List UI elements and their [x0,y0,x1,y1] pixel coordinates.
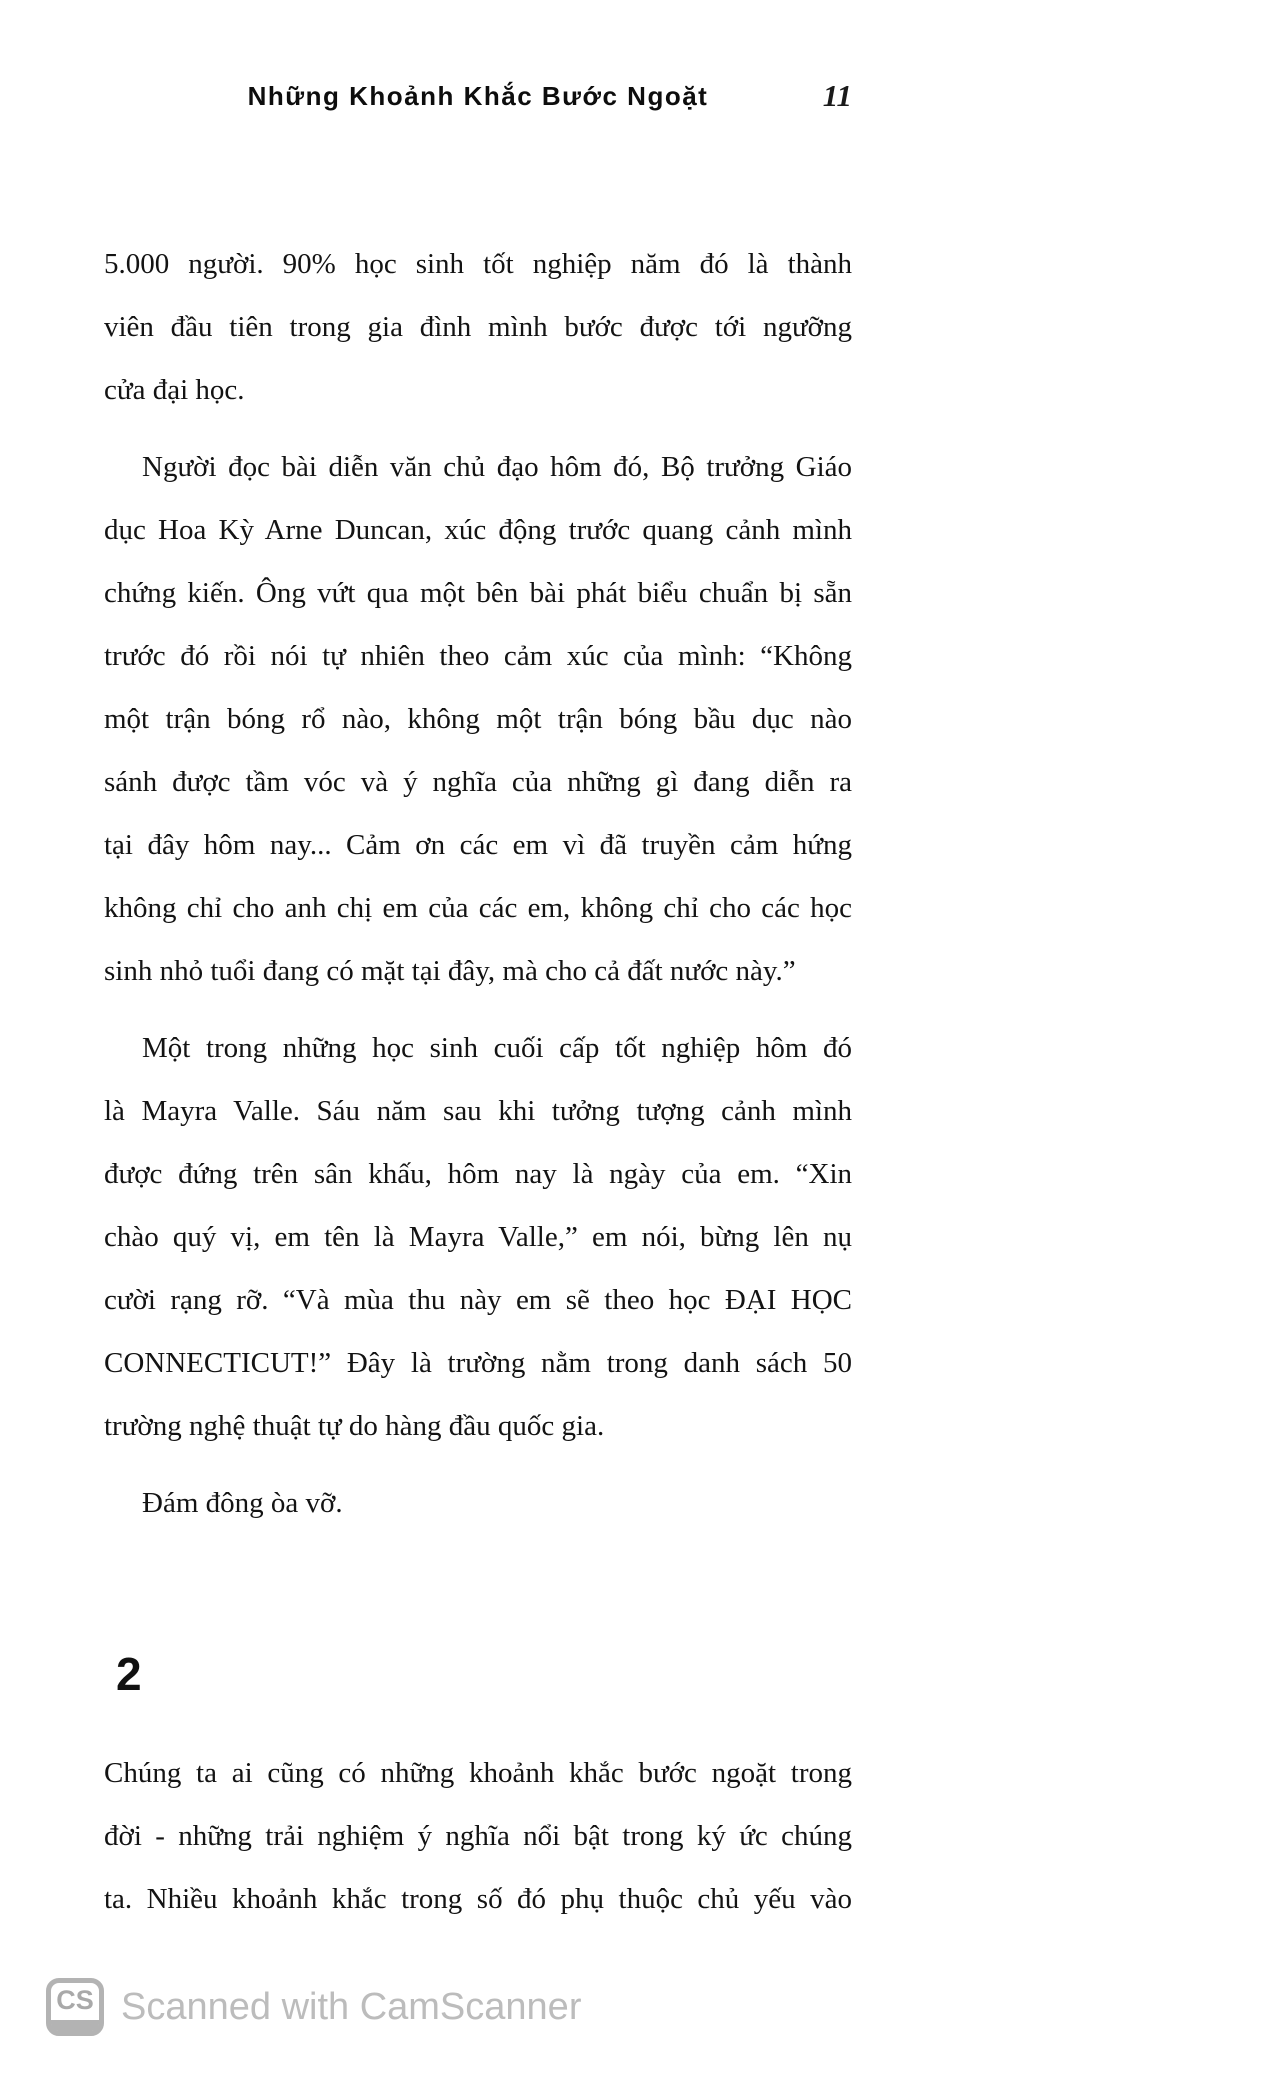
text-line: chứng kiến. Ông vứt qua một bên bài phát biểu chuẩn bị sẵn [104,577,852,609]
camscanner-watermark [46,1978,581,2036]
text-line: ta. Nhiều khoảnh khắc trong số đó phụ thuộc chủ yếu vào [104,1883,852,1915]
camscanner-logo-letters: CS [56,1985,94,2015]
text-line: Một trong những học sinh cuối cấp tốt nghiệp hôm đó [142,1032,852,1064]
text-line: một trận bóng rổ nào, không một trận bóng bầu dục nào [104,703,852,735]
text-line: tại đây hôm nay... Cảm ơn các em vì đã truyền cảm hứng [104,829,852,861]
running-header-title: Những Khoảnh Khắc Bước Ngoặt [247,81,709,111]
text-line: trường nghệ thuật tự do hàng đầu quốc gia. [104,1410,605,1442]
text-line: trước đó rồi nói tự nhiên theo cảm xúc của mình: “Không [104,640,852,672]
section-body-text-block [104,1742,852,1931]
paragraph [104,436,852,1003]
text-line: là Mayra Valle. Sáu năm sau khi tưởng tượng cảnh mình [104,1095,852,1127]
paragraph [104,233,852,422]
text-line: Người đọc bài diễn văn chủ đạo hôm đó, Bộ trưởng Giáo [142,451,852,483]
text-line: chào quý vị, em tên là Mayra Valle,” em nói, bừng lên nụ [104,1221,852,1253]
camscanner-logo-icon [46,1978,104,2036]
text-line: không chỉ cho anh chị em của các em, không chỉ cho các học [104,892,852,924]
text-line: sánh được tầm vóc và ý nghĩa của những gì đang diễn ra [104,766,852,798]
paragraph [104,1742,852,1931]
text-line: sinh nhỏ tuổi đang có mặt tại đây, mà cho cả đất nước này.” [104,955,796,987]
text-line: viên đầu tiên trong gia đình mình bước được tới ngưỡng [104,311,852,343]
text-line: được đứng trên sân khấu, hôm nay là ngày của em. “Xin [104,1158,852,1190]
paragraph [104,1017,852,1458]
text-line: cười rạng rỡ. “Và mùa thu này em sẽ theo học ĐẠI HỌC [104,1284,852,1316]
text-line: Chúng ta ai cũng có những khoảnh khắc bước ngoặt trong [104,1757,852,1789]
text-line: cửa đại học. [104,374,245,406]
body-text-block [104,233,852,1535]
page-number: 11 [822,78,852,113]
camscanner-watermark-text: Scanned with CamScanner [121,1985,582,2028]
camscanner-logo-bar [51,2020,99,2031]
text-line: dục Hoa Kỳ Arne Duncan, xúc động trước quang cảnh mình [104,514,852,546]
running-header [104,78,852,114]
text-line: đời - những trải nghiệm ý nghĩa nổi bật trong ký ức chúng [104,1820,852,1852]
text-line: 5.000 người. 90% học sinh tốt nghiệp năm đó là thành [104,248,852,280]
text-line: CONNECTICUT!” Đây là trường nằm trong danh sách 50 [104,1347,852,1379]
text-line: Đám đông òa vỡ. [142,1487,343,1519]
paragraph [104,1472,852,1535]
section-number-heading: 2 [116,1648,142,1700]
